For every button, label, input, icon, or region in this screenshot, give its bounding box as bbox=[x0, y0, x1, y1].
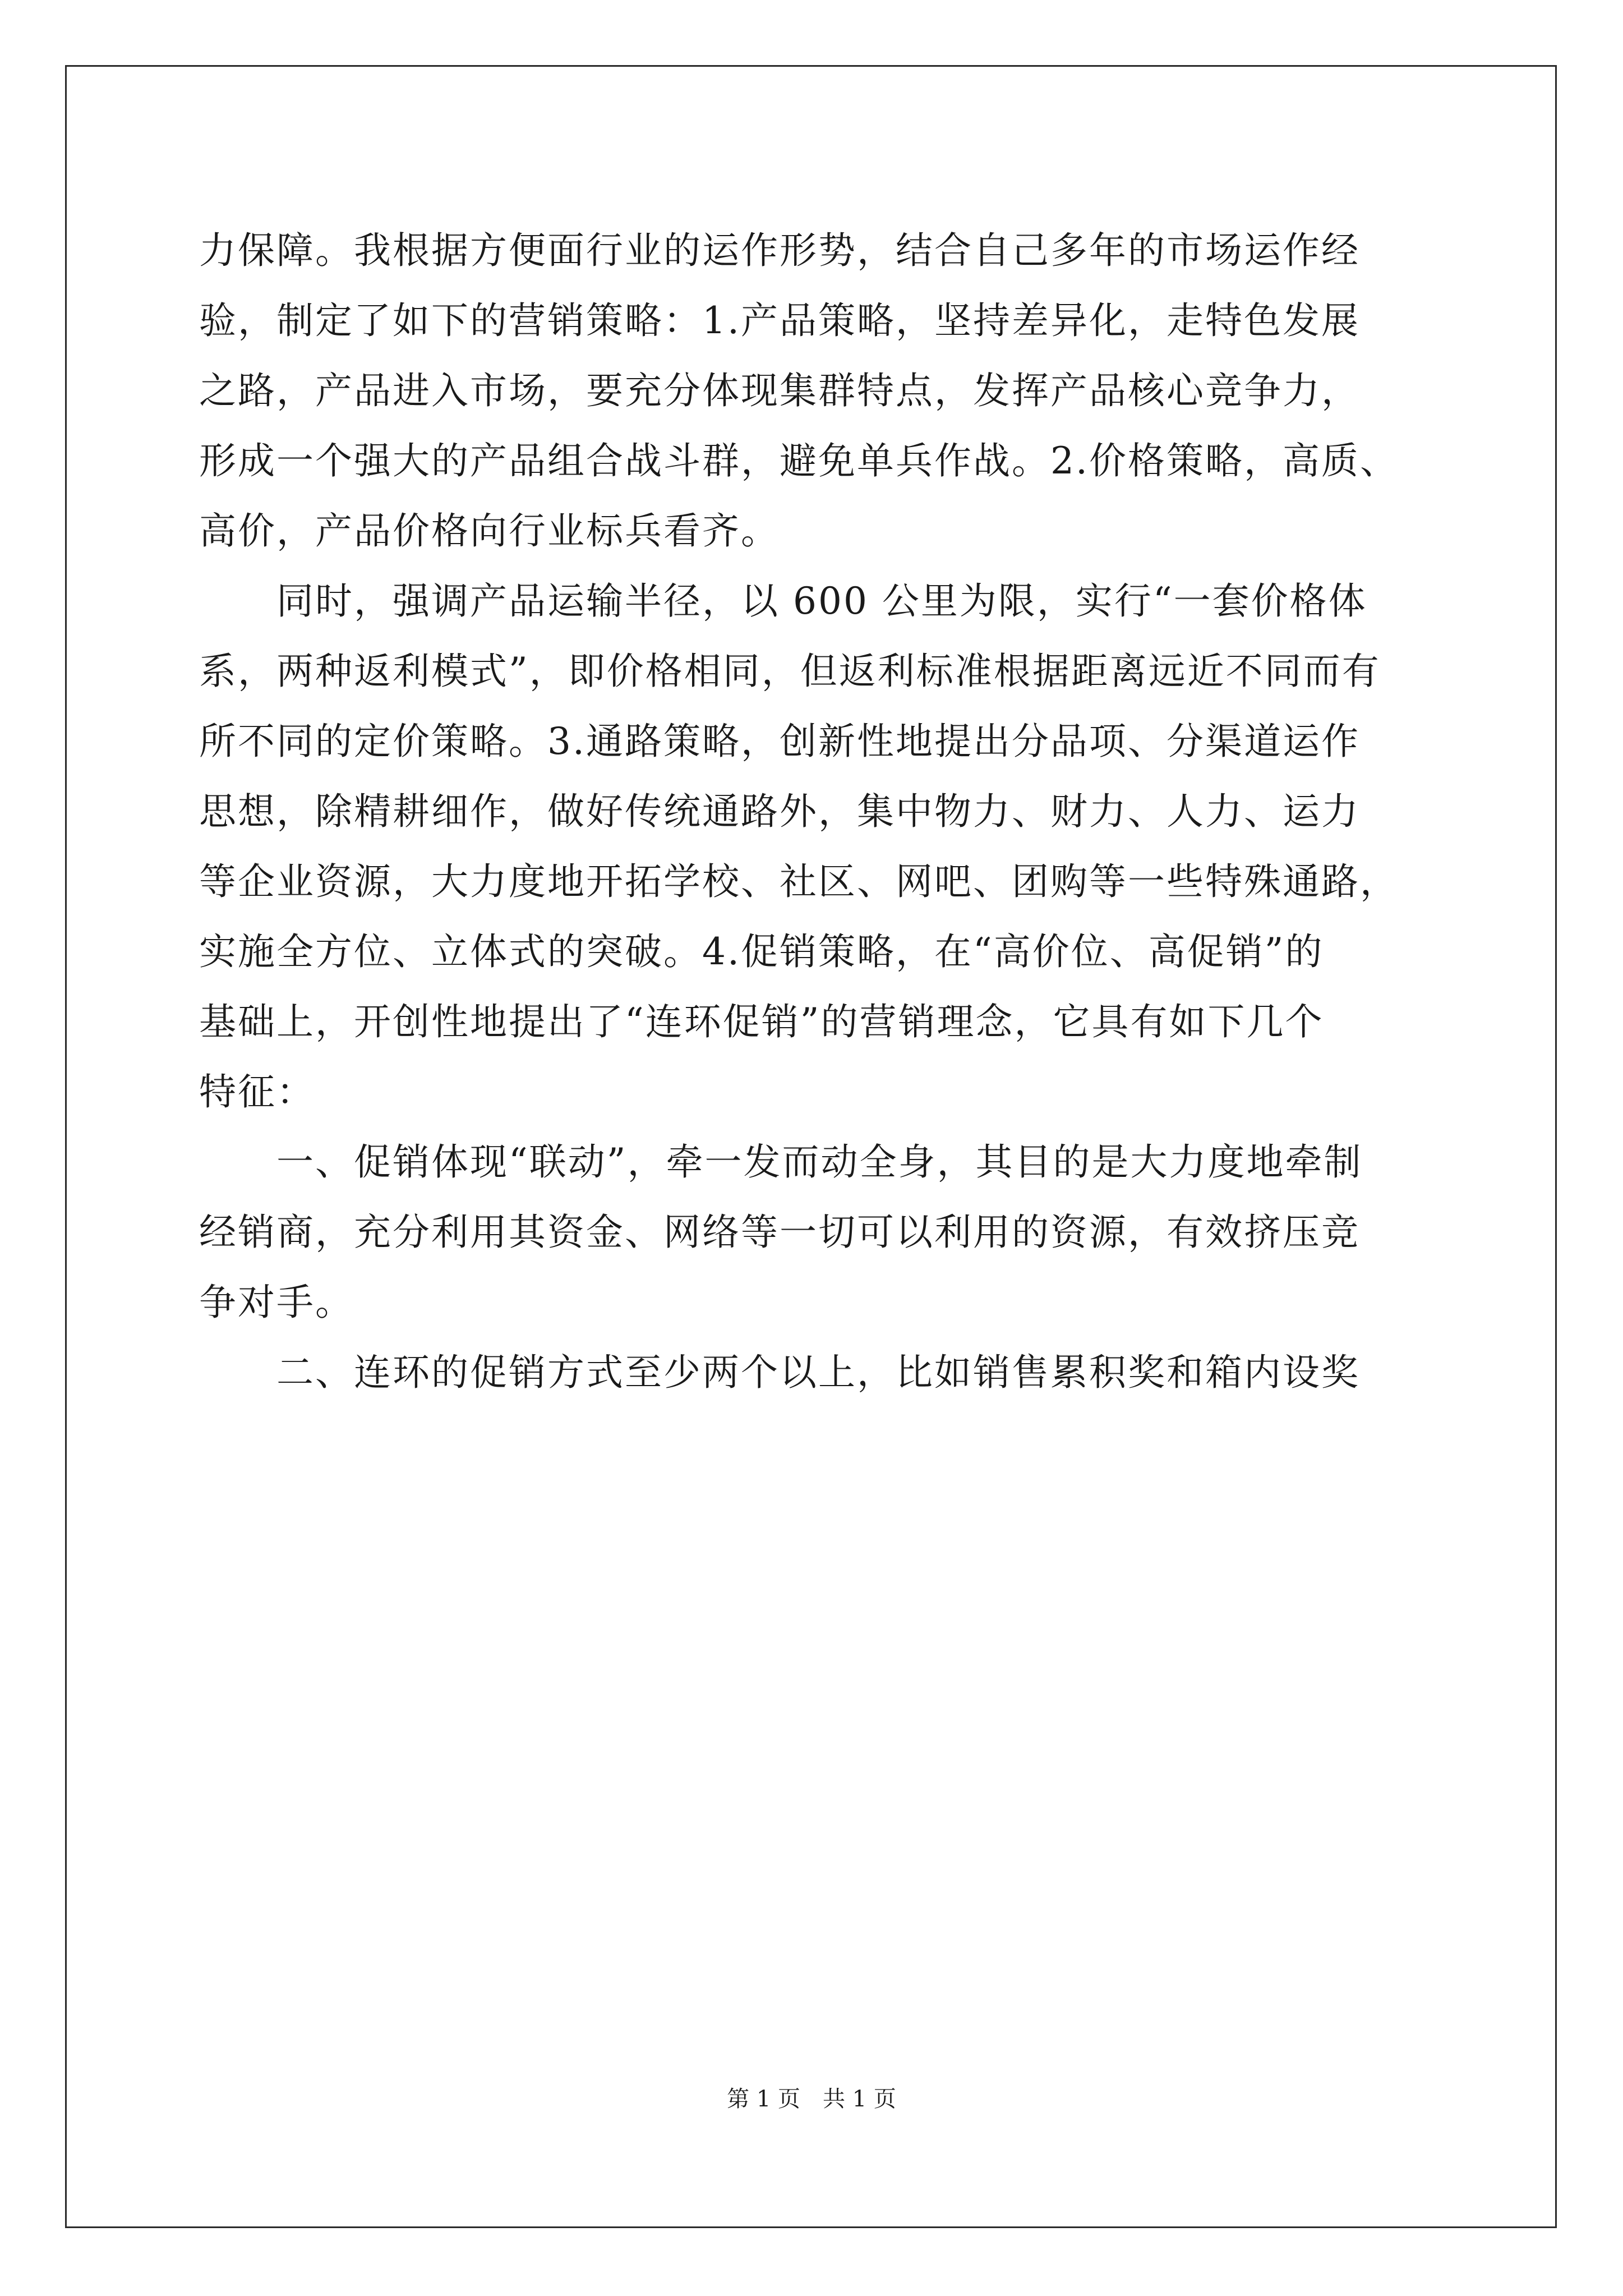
text-line: 基础上，开创性地提出了“连环促销”的营销理念，它具有如下几个 bbox=[199, 1000, 1324, 1043]
text-line: 高价，产品价格向行业标兵看齐。 bbox=[199, 509, 780, 553]
text-line: 二、连环的促销方式至少两个以上，比如销售累积奖和箱内设奖 bbox=[199, 1351, 1360, 1394]
text-line: 经销商，充分利用其资金、网络等一切可以利用的资源，有效挤压竞 bbox=[199, 1211, 1360, 1254]
text-line: 同时，强调产品运输半径，以 600 公里为限，实行“一套价格体 bbox=[199, 579, 1367, 623]
text-line: 争对手。 bbox=[199, 1281, 354, 1324]
text-line: 实施全方位、立体式的突破。4.促销策略，在“高价位、高促销”的 bbox=[199, 930, 1324, 973]
text-line: 思想，除精耕细作，做好传统通路外，集中物力、财力、人力、运力 bbox=[199, 790, 1360, 833]
text-line: 系，两种返利模式”，即价格相同，但返利标准根据距离远近不同而有 bbox=[199, 650, 1381, 693]
page-number-footer: 第 1 页 共 1 页 bbox=[727, 2086, 896, 2112]
text-line: 形成一个强大的产品组合战斗群，避免单兵作战。2.价格策略，高质、 bbox=[199, 439, 1399, 482]
text-line: 等企业资源，大力度地开拓学校、社区、网吧、团购等一些特殊通路， bbox=[199, 860, 1399, 903]
text-line: 特征： bbox=[199, 1070, 315, 1114]
text-line: 所不同的定价策略。3.通路策略，创新性地提出分品项、分渠道运作 bbox=[199, 720, 1360, 763]
text-line: 力保障。我根据方便面行业的运作形势，结合自己多年的市场运作经 bbox=[199, 229, 1360, 272]
text-line: 之路，产品进入市场，要充分体现集群特点，发挥产品核心竞争力， bbox=[199, 369, 1360, 412]
text-line: 一、促销体现“联动”，牵一发而动全身，其目的是大力度地牵制 bbox=[199, 1140, 1363, 1184]
text-line: 验，制定了如下的营销策略：1.产品策略，坚持差异化，走特色发展 bbox=[199, 299, 1360, 342]
